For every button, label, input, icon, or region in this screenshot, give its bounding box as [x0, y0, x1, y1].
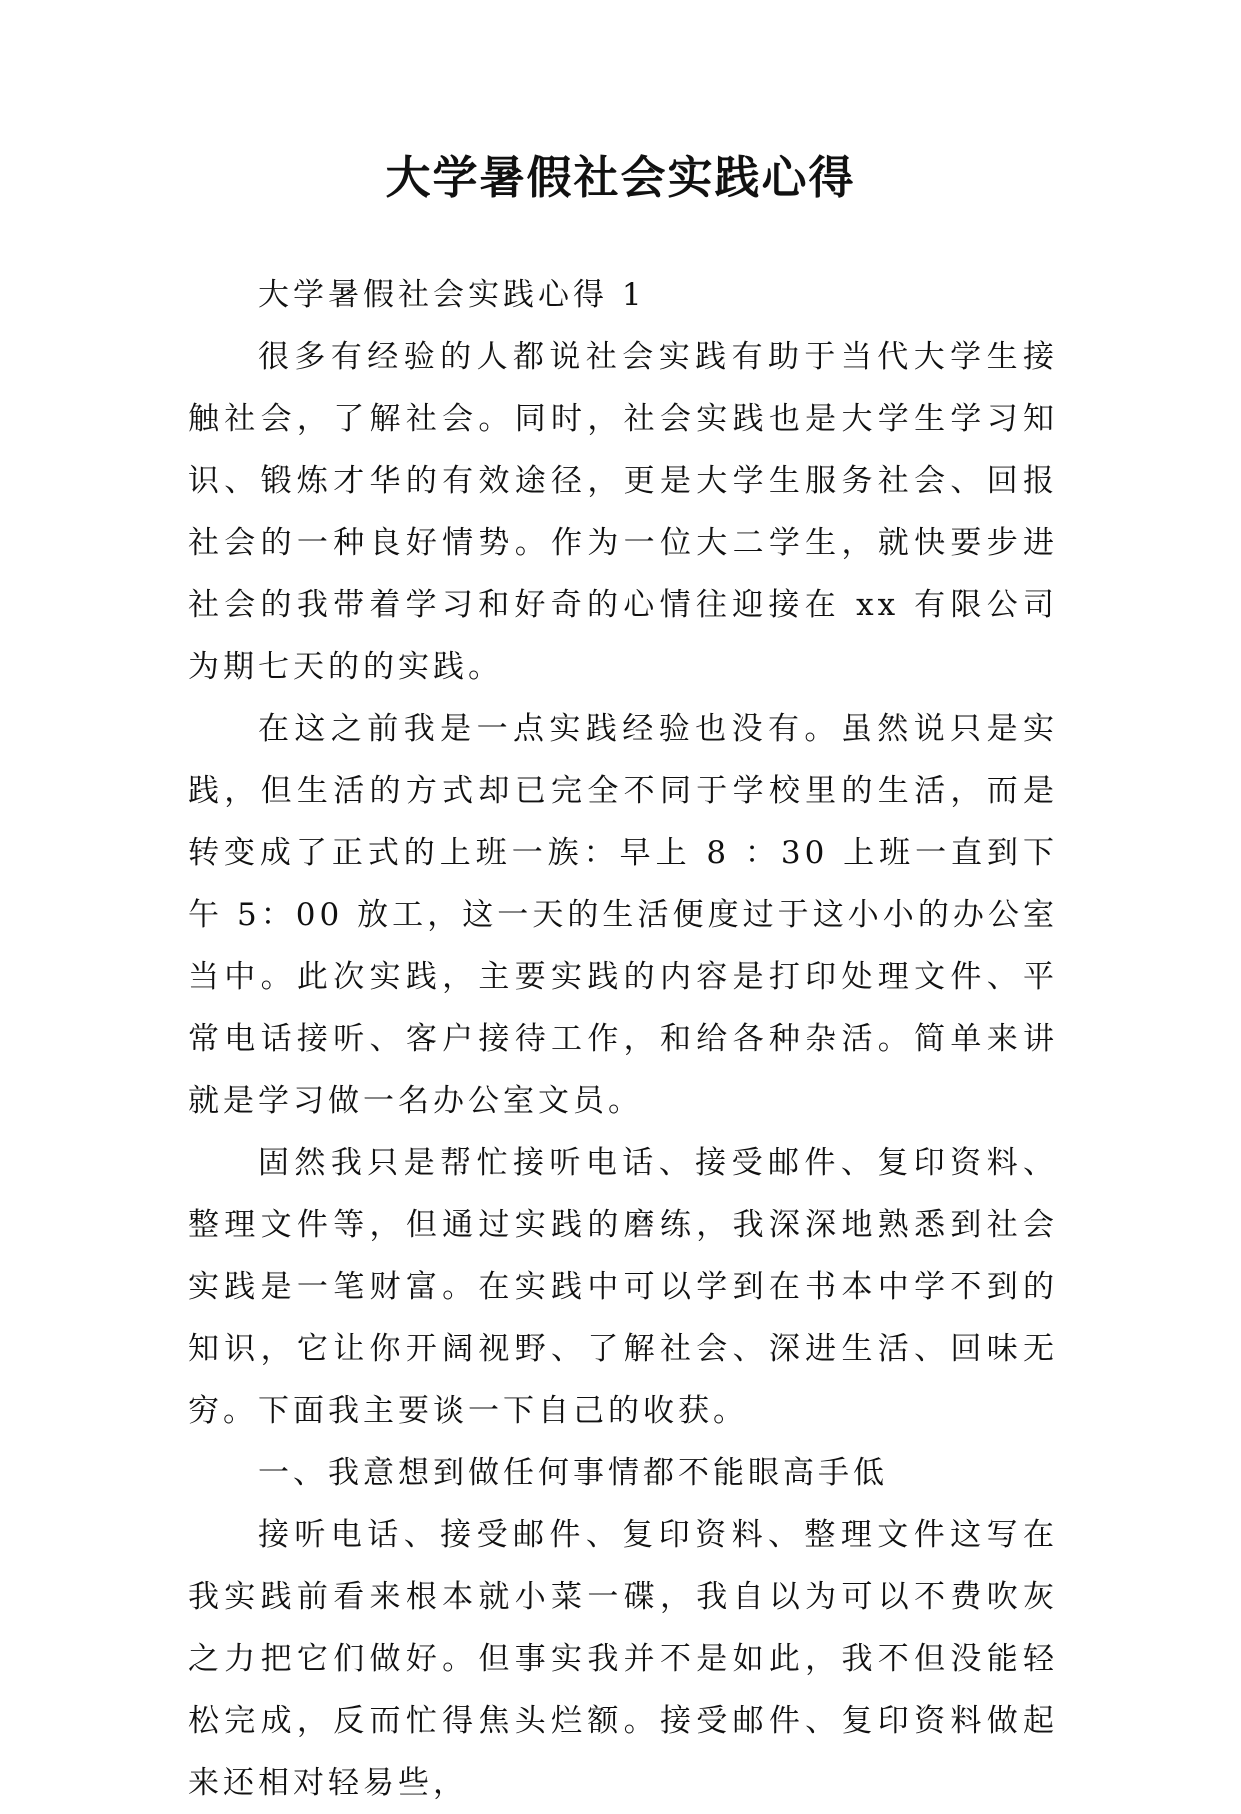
document-title: 大学暑假社会实践心得: [385, 151, 856, 204]
subsection-heading: 一、我意想到做任何事情都不能眼高手低: [258, 1455, 888, 1491]
document-body: [188, 264, 1058, 1814]
paragraph: 很多有经验的人都说社会实践有助于当代大学生接触社会，了解社会。同时，社会实践也是大学生学习知识、锻炼才华的有效途径，更是大学生服务社会、回报社会的一种良好情势。作为一位大二学生，就快要步进社会的我带着学习和好奇的心情往迎接在 xx 有限公司为期七天的的实践。: [188, 339, 1058, 685]
paragraph: 接听电话、接受邮件、复印资料、整理文件这写在我实践前看来根本就小菜一碟，我自以为可以不费吹灰之力把它们做好。但事实我并不是如此，我不但没能轻松完成，反而忙得焦头烂额。接受邮件、复印资料做起来还相对轻易些，: [188, 1517, 1058, 1801]
paragraph: 固然我只是帮忙接听电话、接受邮件、复印资料、整理文件等，但通过实践的磨练，我深深地熟悉到社会实践是一笔财富。在实践中可以学到在书本中学不到的知识，它让你开阔视野、了解社会、深进生活、回味无穷。下面我主要谈一下自己的收获。: [188, 1145, 1058, 1429]
section-heading: 大学暑假社会实践心得 1: [258, 277, 646, 313]
paragraph: 在这之前我是一点实践经验也没有。虽然说只是实践，但生活的方式却已完全不同于学校里的生活，而是转变成了正式的上班一族：早上 8 ：30 上班一直到下午 5：00 放工，这一天的生活便度过于这小小的办公室当中。此次实践，主要实践的内容是打印处理文件、平常电话接听、客户接待工作，和给各种杂活。简单来讲就是学习做一名办公室文员。: [188, 711, 1058, 1119]
